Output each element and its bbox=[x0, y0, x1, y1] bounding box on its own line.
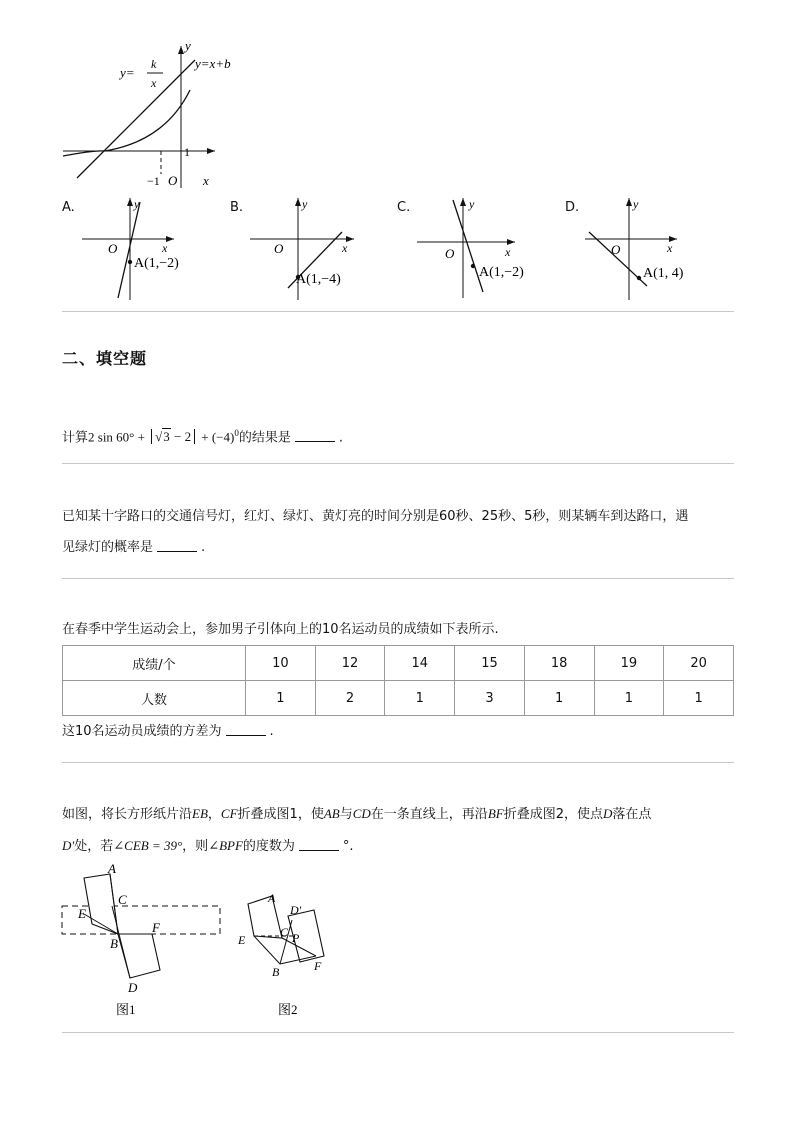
point-c-dot bbox=[471, 264, 475, 268]
table-cell: 1 bbox=[385, 681, 455, 716]
figure-2-caption: 图2 bbox=[278, 1002, 298, 1017]
hyperbola-graph bbox=[63, 90, 190, 156]
tick-y-label: 1 bbox=[184, 145, 190, 159]
y-axis-arrow bbox=[178, 46, 184, 54]
divider-2 bbox=[62, 463, 734, 464]
svg-text:B: B bbox=[272, 965, 280, 979]
table-cell: 14 bbox=[385, 646, 455, 681]
svg-text:x: x bbox=[505, 245, 511, 259]
divider-4 bbox=[62, 762, 734, 763]
svg-text:x: x bbox=[162, 241, 168, 255]
y-axis-label: y bbox=[185, 38, 191, 53]
table-row-label: 人数 bbox=[63, 681, 246, 716]
point-a-dot bbox=[128, 260, 132, 264]
table-cell: 1 bbox=[524, 681, 594, 716]
svg-text:F: F bbox=[152, 920, 160, 935]
option-c-graph[interactable] bbox=[413, 192, 553, 302]
option-b-letter[interactable]: B. bbox=[230, 200, 244, 215]
svg-text:x: x bbox=[667, 241, 673, 255]
figure-2 bbox=[228, 880, 348, 1028]
table-cell: 1 bbox=[594, 681, 664, 716]
score-table bbox=[62, 645, 734, 716]
table-cell: 1 bbox=[664, 681, 734, 716]
point-c-label: A(1,−2) bbox=[479, 265, 524, 280]
point-a-label: A(1,−2) bbox=[134, 256, 179, 271]
table-row-label: 成绩/个 bbox=[63, 646, 246, 681]
svg-text:A: A bbox=[108, 861, 116, 876]
svg-text:F: F bbox=[314, 959, 322, 973]
table-cell: 15 bbox=[455, 646, 525, 681]
table-cell: 12 bbox=[315, 646, 385, 681]
question-2-line2: 见绿灯的概率是 . bbox=[62, 540, 206, 555]
svg-text:y: y bbox=[302, 197, 308, 211]
question-4-line2: D′处，若∠CEB = 39°，则∠BPF的度数为 °. bbox=[62, 838, 354, 854]
origin-label: O bbox=[168, 173, 178, 188]
answer-blank-3[interactable] bbox=[226, 723, 266, 736]
point-d-dot bbox=[637, 276, 641, 280]
line-label: y=x+b bbox=[195, 56, 231, 71]
question-1: 计算2 $\sin 60^\circ + √3 - 2 + (-4)^0$的结果是 . bbox=[62, 428, 343, 446]
svg-text:y: y bbox=[134, 197, 140, 211]
svg-text:D′: D′ bbox=[290, 903, 302, 917]
tick-x-label: −1 bbox=[147, 174, 160, 188]
table-cell: 10 bbox=[246, 646, 316, 681]
fig2-left-flap bbox=[248, 896, 282, 938]
hyperbola-denominator: x bbox=[151, 76, 157, 90]
x-axis-arrow bbox=[207, 148, 215, 154]
answer-blank-2[interactable] bbox=[157, 539, 197, 552]
svg-text:O: O bbox=[274, 241, 284, 256]
question-3-intro: 在春季中学生运动会上，参加男子引体向上的10名运动员的成绩如下表所示. bbox=[62, 622, 499, 637]
top-graph bbox=[55, 38, 255, 198]
divider-1 bbox=[62, 311, 734, 312]
figure-1 bbox=[58, 858, 228, 1028]
question-3-ask: 这10名运动员成绩的方差为 . bbox=[62, 724, 274, 739]
svg-text:C: C bbox=[118, 892, 127, 907]
table-cell: 1 bbox=[246, 681, 316, 716]
hyperbola-numerator: k bbox=[151, 57, 157, 71]
option-a-graph[interactable] bbox=[78, 192, 208, 302]
table-row bbox=[63, 681, 734, 716]
divider-5 bbox=[62, 1032, 734, 1033]
option-d-graph[interactable] bbox=[581, 192, 721, 302]
table-row bbox=[63, 646, 734, 681]
svg-text:A: A bbox=[268, 891, 276, 905]
option-a-letter[interactable]: A. bbox=[62, 200, 75, 215]
x-axis-label: x bbox=[203, 173, 209, 188]
svg-text:C: C bbox=[280, 925, 289, 939]
answer-blank-1[interactable] bbox=[295, 429, 335, 442]
table-cell: 3 bbox=[455, 681, 525, 716]
table-cell: 19 bbox=[594, 646, 664, 681]
table-cell: 2 bbox=[315, 681, 385, 716]
line-graph bbox=[77, 60, 195, 178]
option-d-letter[interactable]: D. bbox=[565, 200, 580, 215]
svg-text:E: E bbox=[238, 933, 246, 947]
table-cell: 18 bbox=[524, 646, 594, 681]
svg-text:P: P bbox=[292, 931, 300, 945]
divider-3 bbox=[62, 578, 734, 579]
table-cell: 20 bbox=[664, 646, 734, 681]
svg-text:y: y bbox=[633, 197, 639, 211]
question-2-line1: 已知某十字路口的交通信号灯，红灯、绿灯、黄灯亮的时间分别是60秒、25秒、5秒，则某辆车到达路口，遇 bbox=[62, 509, 689, 524]
fig1-upper-flap bbox=[84, 874, 118, 934]
option-b-graph[interactable] bbox=[246, 192, 376, 302]
svg-text:E: E bbox=[78, 906, 86, 921]
answer-blank-4[interactable] bbox=[299, 838, 339, 851]
option-c-letter[interactable]: C. bbox=[397, 200, 411, 215]
svg-text:O: O bbox=[445, 246, 455, 261]
svg-text:y: y bbox=[469, 197, 475, 211]
question-4-line1: 如图，将长方形纸片沿EB，CF折叠成图1，使AB与CD在一条直线上，再沿BF折叠成图2，使点D落在点 bbox=[62, 806, 652, 822]
point-b-label: A(1,−4) bbox=[296, 272, 341, 287]
point-d-label: A(1, 4) bbox=[643, 266, 684, 281]
svg-text:x: x bbox=[342, 241, 348, 255]
svg-text:B: B bbox=[110, 936, 118, 951]
hyperbola-label: y= bbox=[120, 65, 135, 80]
section-title: 二、填空题 bbox=[62, 349, 148, 368]
svg-text:D: D bbox=[128, 980, 138, 995]
figure-1-caption: 图1 bbox=[116, 1002, 136, 1017]
svg-text:O: O bbox=[108, 241, 118, 256]
svg-text:O: O bbox=[611, 242, 621, 257]
